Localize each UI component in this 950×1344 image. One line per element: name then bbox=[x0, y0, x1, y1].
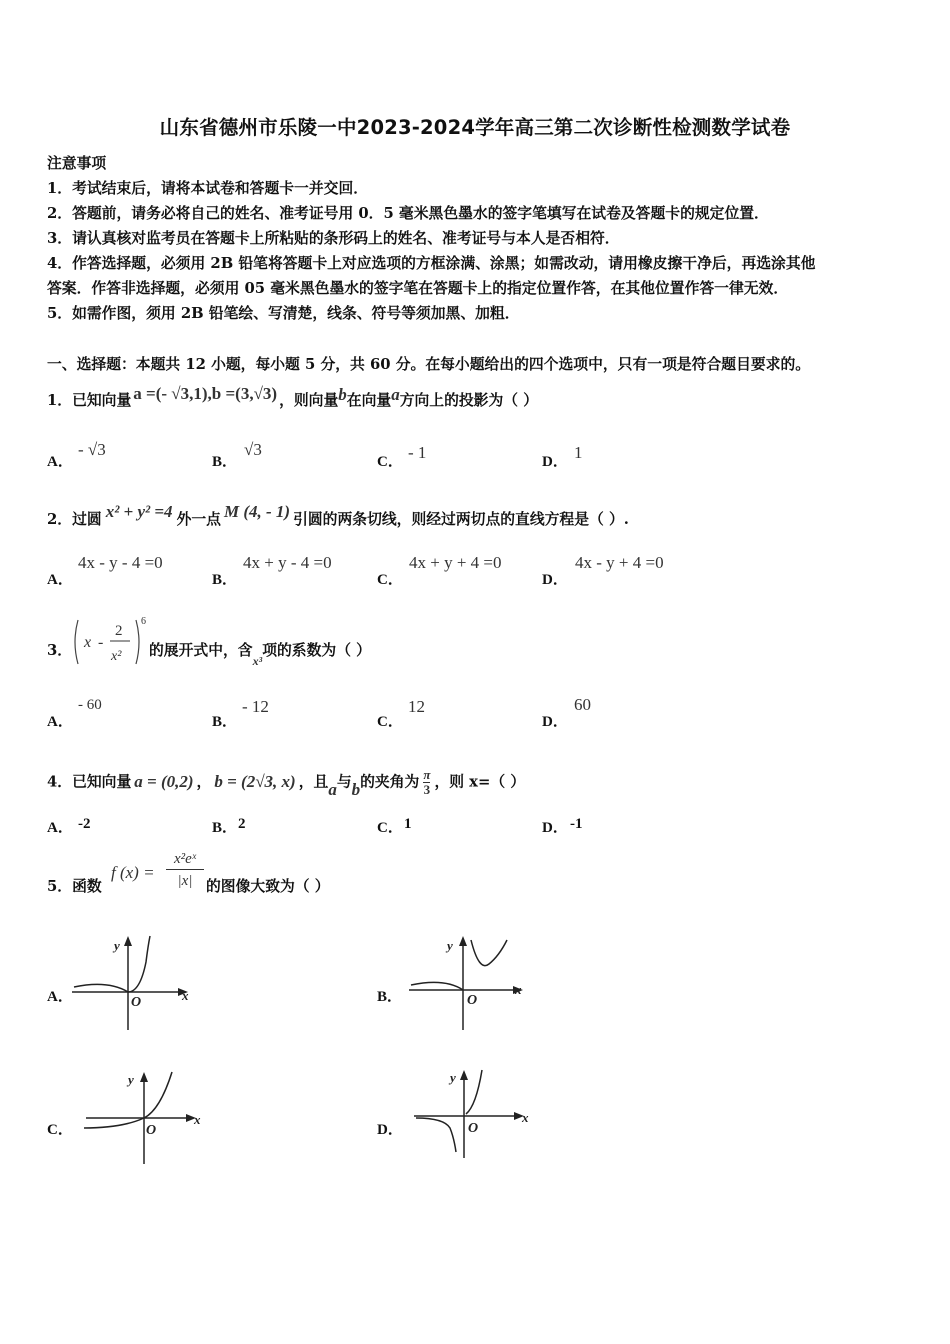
q2-point: M (4, - 1) bbox=[223, 502, 291, 521]
q4-text-4: 的夹角为 bbox=[360, 773, 420, 791]
q3-option-d-label[interactable]: D． bbox=[542, 714, 568, 730]
q4-option-b-label[interactable]: B． bbox=[212, 820, 238, 836]
q5-text-2: 的图像大致为（ ） bbox=[206, 878, 330, 895]
q1-option-d-label[interactable]: D． bbox=[542, 454, 568, 470]
q2-text-2: 外一点 bbox=[176, 511, 221, 528]
q5-option-d-label[interactable]: D． bbox=[377, 1122, 403, 1138]
q4-option-a-label[interactable]: A． bbox=[47, 820, 73, 836]
curve-left bbox=[416, 1118, 456, 1152]
q1-text-1: 1．已知向量 bbox=[47, 392, 132, 409]
q3-frac-num: 2 bbox=[115, 623, 123, 639]
q5-denominator: |x| bbox=[177, 873, 193, 889]
q2-option-d-label[interactable]: D． bbox=[542, 572, 568, 588]
origin-label: O bbox=[467, 993, 478, 1008]
q5-graph-b bbox=[405, 932, 530, 1032]
q1-option-a-label[interactable]: A． bbox=[47, 454, 73, 470]
q3-power: 6 bbox=[141, 616, 146, 627]
y-label: y bbox=[447, 938, 453, 953]
q1-vector-b: b bbox=[338, 385, 347, 404]
q2-option-a-label[interactable]: A． bbox=[47, 572, 73, 588]
q3-option-b-value: - 12 bbox=[242, 697, 269, 716]
x-label: x bbox=[515, 982, 522, 997]
q4-option-d-label[interactable]: D． bbox=[542, 820, 568, 836]
q4-option-c-value: 1 bbox=[404, 816, 412, 832]
q2-option-a-value: 4x - y - 4 =0 bbox=[78, 553, 163, 572]
q3-minus: - bbox=[98, 634, 104, 651]
origin-label: O bbox=[131, 995, 142, 1010]
q1-option-b-label[interactable]: B． bbox=[212, 454, 238, 470]
q5-option-a-label[interactable]: A． bbox=[47, 989, 73, 1005]
q1-option-b-value: √3 bbox=[244, 440, 262, 459]
q3-text-1: 的展开式中，含 bbox=[149, 642, 253, 659]
notice-item-4-cont: 答案．作答非选择题，必须用 05 毫米黑色墨水的签字笔在答题卡上的指定位置作答，在其他位置作答一律无效． bbox=[47, 280, 789, 297]
q1-text-3: 在向量 bbox=[346, 392, 392, 409]
q1-stem bbox=[47, 384, 539, 410]
q2-stem bbox=[47, 502, 629, 529]
y-label: y bbox=[128, 1072, 134, 1087]
q3-option-c-value: 12 bbox=[408, 697, 425, 716]
q1-option-d-value: 1 bbox=[574, 443, 583, 462]
notice-heading: 注意事项 bbox=[47, 155, 107, 172]
q4-vector-b: b = (2√3, x) bbox=[214, 771, 296, 791]
q4-text-3: 与 bbox=[336, 773, 352, 791]
notice-item-4: 4．作答选择题，必须用 2B 铅笔将答题卡上对应选项的方框涂满、涂黑；如需改动，请用橡皮擦干净后，再选涂其他 bbox=[47, 255, 816, 272]
curve-right bbox=[471, 940, 507, 966]
q3-option-d-value: 60 bbox=[574, 695, 591, 714]
q3-option-a-value: - 60 bbox=[78, 697, 102, 713]
q4-text-1: 4．已知向量 bbox=[47, 773, 132, 791]
q4-b: b bbox=[351, 779, 361, 799]
curve bbox=[74, 936, 150, 992]
q4-angle-fraction bbox=[423, 768, 430, 797]
q3-term: x³ bbox=[252, 654, 263, 668]
q3-x: x bbox=[84, 634, 92, 651]
q2-text-3: 引圆的两条切线，则经过两切点的直线方程是（ ）. bbox=[293, 511, 629, 528]
x-label: x bbox=[194, 1112, 201, 1127]
q4-text-2: ，且 bbox=[298, 773, 329, 791]
q5-text-1: 5．函数 bbox=[47, 878, 102, 895]
notice-item-5: 5．如需作图，须用 2B 铅笔绘、写清楚，线条、符号等须加黑、加粗． bbox=[47, 305, 520, 322]
page-title: 山东省德州市乐陵一中2023-2024学年高三第二次诊断性检测数学试卷 bbox=[159, 116, 791, 139]
q4-option-b-value: 2 bbox=[238, 816, 246, 832]
q4-pi: π bbox=[423, 767, 431, 782]
q4-text-5: ，则 x=（ ） bbox=[434, 773, 526, 791]
notice-item-2: 2．答题前，请务必将自己的姓名、准考证号用 0．5 毫米黑色墨水的签字笔填写在试卷及答题卡的规定位置． bbox=[47, 205, 769, 222]
y-arrow-icon bbox=[460, 1070, 468, 1080]
q5-fraction bbox=[166, 849, 204, 892]
q3-option-a-label[interactable]: A． bbox=[47, 714, 73, 730]
q5-numerator: x²eˣ bbox=[166, 849, 204, 870]
y-arrow-icon bbox=[459, 936, 467, 946]
q2-text-1: 2．过圆 bbox=[47, 511, 102, 528]
q4-a: a bbox=[328, 779, 337, 799]
q5-graph-a bbox=[68, 932, 193, 1032]
curve-right bbox=[466, 1070, 482, 1114]
q4-stem bbox=[47, 768, 525, 797]
x-label: x bbox=[182, 988, 189, 1003]
q4-vector-a: a = (0,2) bbox=[134, 771, 194, 791]
q4-option-c-label[interactable]: C． bbox=[377, 820, 403, 836]
origin-label: O bbox=[468, 1121, 479, 1136]
q1-text-4: 方向上的投影为（ ） bbox=[399, 392, 539, 409]
q4-option-d-value: -1 bbox=[570, 816, 583, 832]
q5-option-b-label[interactable]: B． bbox=[377, 989, 403, 1005]
q5-lhs: f (x) = bbox=[111, 863, 155, 882]
q4-sep: ， bbox=[196, 773, 212, 791]
q2-option-c-label[interactable]: C． bbox=[377, 572, 403, 588]
q5-graph-d bbox=[410, 1066, 535, 1166]
q3-option-c-label[interactable]: C． bbox=[377, 714, 403, 730]
q5-graph-c bbox=[82, 1066, 207, 1166]
y-arrow-icon bbox=[140, 1072, 148, 1082]
q3-text-2: 项的系数为（ ） bbox=[262, 642, 371, 659]
curve-left bbox=[411, 982, 463, 990]
q1-text-2: ，则向量 bbox=[279, 392, 339, 409]
origin-label: O bbox=[146, 1123, 157, 1138]
q1-option-c-value: - 1 bbox=[408, 443, 427, 462]
section-heading: 一、选择题：本题共 12 小题，每小题 5 分，共 60 分。在每小题给出的四个选项中，只有一项是符合题目要求的。 bbox=[47, 356, 811, 373]
q3-binomial bbox=[70, 614, 150, 670]
q2-option-d-value: 4x - y + 4 =0 bbox=[575, 553, 664, 572]
left-paren bbox=[75, 620, 78, 664]
q3-stem bbox=[149, 639, 371, 668]
y-label: y bbox=[114, 938, 120, 953]
q4-three: 3 bbox=[423, 782, 431, 797]
q1-option-c-label[interactable]: C． bbox=[377, 454, 403, 470]
y-arrow-icon bbox=[124, 936, 132, 946]
q2-option-b-value: 4x + y - 4 =0 bbox=[243, 553, 332, 572]
notice-item-3: 3．请认真核对监考员在答题卡上所粘贴的条形码上的姓名、准考证号与本人是否相符． bbox=[47, 230, 620, 247]
q3-frac-den: x² bbox=[111, 649, 122, 664]
right-paren bbox=[136, 620, 139, 664]
q4-option-a-value: -2 bbox=[78, 816, 91, 832]
q2-option-c-value: 4x + y + 4 =0 bbox=[409, 553, 502, 572]
q5-option-c-label[interactable]: C． bbox=[47, 1122, 73, 1138]
q1-option-a-value: - √3 bbox=[78, 440, 106, 459]
q3-number: 3． bbox=[47, 642, 73, 659]
q3-option-b-label[interactable]: B． bbox=[212, 714, 238, 730]
q1-vectors: a =(- √3,1),b =(3,√3) bbox=[133, 384, 278, 403]
q2-option-b-label[interactable]: B． bbox=[212, 572, 238, 588]
notice-item-1: 1．考试结束后，请将本试卷和答题卡一并交回． bbox=[47, 180, 369, 197]
q1-vector-a: a bbox=[391, 385, 400, 404]
y-label: y bbox=[450, 1070, 456, 1085]
q2-circle: x² + y² =4 bbox=[105, 502, 173, 521]
x-label: x bbox=[522, 1110, 529, 1125]
